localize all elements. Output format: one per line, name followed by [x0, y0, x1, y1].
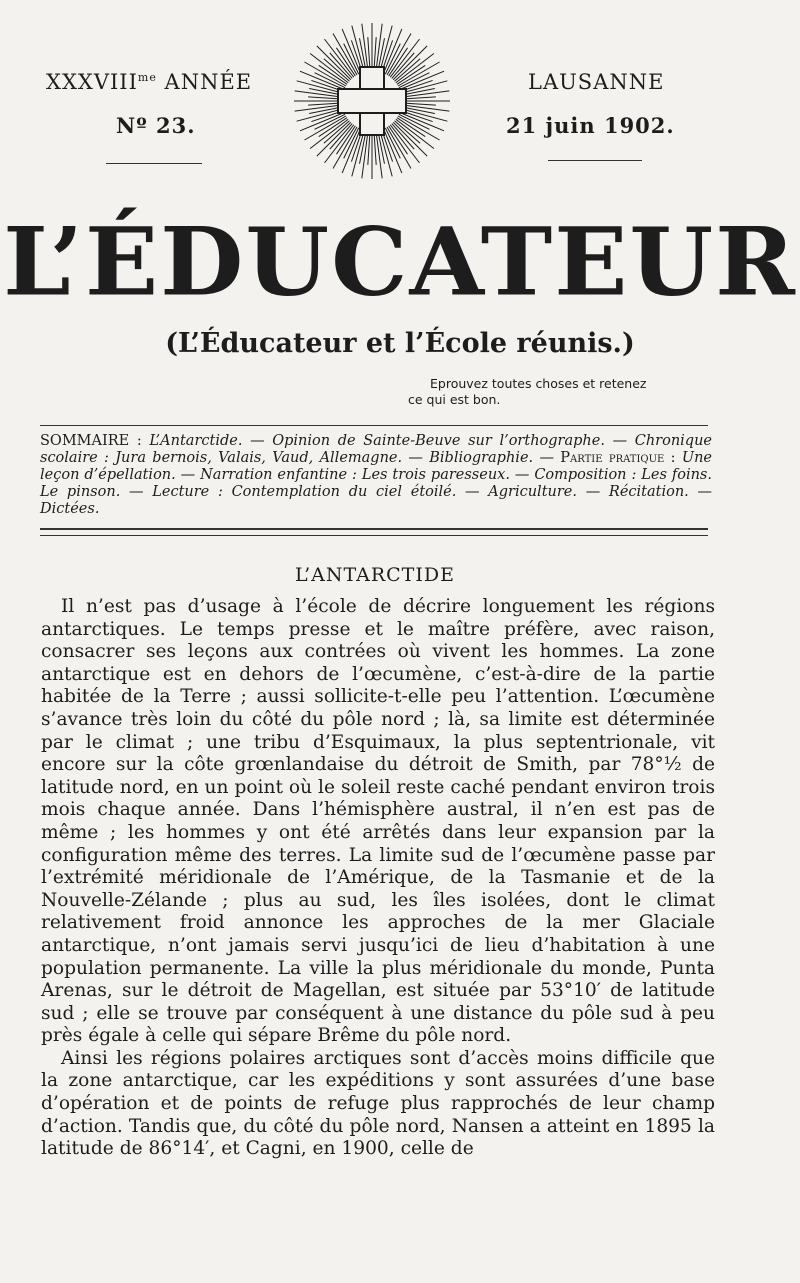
sunburst-ray	[401, 81, 447, 93]
sunburst-ray	[368, 37, 370, 71]
volume-year	[46, 70, 252, 94]
article-paragraph-1: Il n’est pas d’usage à l’école de décrire longuement les régions antarctiques. Le temps presse et le maître préfère, avec raison, consacrer ses leçons aux contrées où vivent les hommes. La zone antarctique est en dehors de l’œcumène, c’est-à-dire de la partie habitée de la Terre ; aussi sollicite-t-elle peu l’attention. L’œcumène s’avance très loin du côté du pôle nord ; là, sa limite est déterminée par le climat ; une tribu d’Esquimaux, la plus septentrionale, vit encore sur la côte grœnlandaise du détroit de Smith, par 78°½ de latitude nord, en un point où le soleil reste caché pendant environ trois mois chaque année. Dans l’hémisphère austral, il n’en est pas de même ; les hommes y ont été arrêtés dans leur expansion par la configuration même des terres. La limite sud de l’œcumène passe par l’extrémité méridionale de l’Amérique, de la Tasmanie et de la Nouvelle-Zélande ; plus au sud, les îles isolées, dont le climat relativement froid annonce les approches de la mer Glaciale antarctique, n’ont jamais servi jusqu’ici de lieu d’habitation à une population permanente. La ville la plus méridionale du monde, Punta Arenas, sur le détroit de Magellan, est située par 53°10′ de latitude sud ; elle se trouve par conséquent à une distance du pôle sud à peu près égale à celle qui sépare Brême du pôle nord.	[41, 596, 715, 1047]
sommaire-partie-pratique: Partie pratique :	[560, 450, 676, 466]
motto-line-1: Eprouvez toutes choses et retenez	[430, 376, 647, 391]
journal-title: L’ÉDUCATEUR	[3, 206, 797, 317]
sunburst-ray	[380, 26, 392, 72]
sunburst-ray	[383, 129, 401, 173]
article-title: L’ANTARCTIDE	[295, 564, 455, 586]
swiss-cross-sunburst-icon	[292, 20, 452, 185]
table-of-contents	[40, 433, 712, 518]
sommaire-label: SOMMAIRE :	[40, 433, 142, 449]
volume-year-word: ANNÉE	[164, 70, 253, 94]
sunburst-ray	[342, 29, 360, 73]
motto-line-2: ce qui est bon.	[408, 392, 501, 407]
sommaire-bottom-rule-2	[40, 535, 708, 536]
sunburst-ray	[352, 26, 364, 72]
article-body	[41, 596, 715, 1161]
sunburst-ray	[402, 103, 436, 105]
sunburst-ray	[400, 71, 444, 89]
sunburst-ray	[400, 112, 444, 130]
issue-number: Nº 23.	[116, 113, 196, 138]
sommaire-part-2: Une leçon d’épellation. — Narration enfantine : Les trois paresseux. — Composition : Les foins. Le pinson. — Lecture : Contemplation du ciel étoilé. — Agriculture. — Récitation. — Dictées.	[40, 450, 713, 517]
sunburst-ray	[297, 81, 343, 93]
sunburst-ray	[402, 97, 436, 99]
volume-year-roman: XXXVIII	[46, 70, 138, 94]
sunburst-ray	[401, 109, 447, 121]
city: LAUSANNE	[528, 70, 665, 94]
sunburst-ray	[308, 97, 342, 99]
sunburst-ray	[297, 109, 343, 121]
sunburst-ray	[374, 37, 376, 71]
sunburst-ray	[383, 29, 401, 73]
sommaire-part-1: L’Antarctide. — Opinion de Sainte-Beuve sur l’orthographe. — Chronique scolaire : Jura bernois, Valais, Vaud, Allemagne. — Bibliographie. —	[40, 433, 712, 466]
right-header-rule	[548, 160, 642, 161]
sunburst-ray	[368, 131, 370, 165]
left-header-rule	[106, 163, 202, 164]
article-paragraph-2: Ainsi les régions polaires arctiques sont d’accès moins difficile que la zone antarctique, car les expéditions y sont assurées d’une base d’opération et de points de refuge plus rapprochés de leur champ d’action. Tandis que, du côté du pôle nord, Nansen a atteint en 1895 la latitude de 86°14′, et Cagni, en 1900, celle de	[41, 1047, 715, 1160]
volume-year-sup: me	[137, 71, 157, 84]
sunburst-ray	[374, 131, 376, 165]
issue-date: 21 juin 1902.	[506, 113, 675, 138]
sommaire-bottom-rule-1	[40, 528, 708, 530]
sommaire-top-rule	[40, 425, 708, 426]
sunburst-ray	[308, 103, 342, 105]
sunburst-ray	[300, 112, 344, 130]
sunburst-ray	[300, 71, 344, 89]
sunburst-ray	[380, 130, 392, 176]
sunburst-ray	[352, 130, 364, 176]
journal-subtitle: (L’Éducateur et l’École réunis.)	[165, 328, 635, 359]
motto	[408, 376, 698, 408]
sunburst-ray	[342, 129, 360, 173]
